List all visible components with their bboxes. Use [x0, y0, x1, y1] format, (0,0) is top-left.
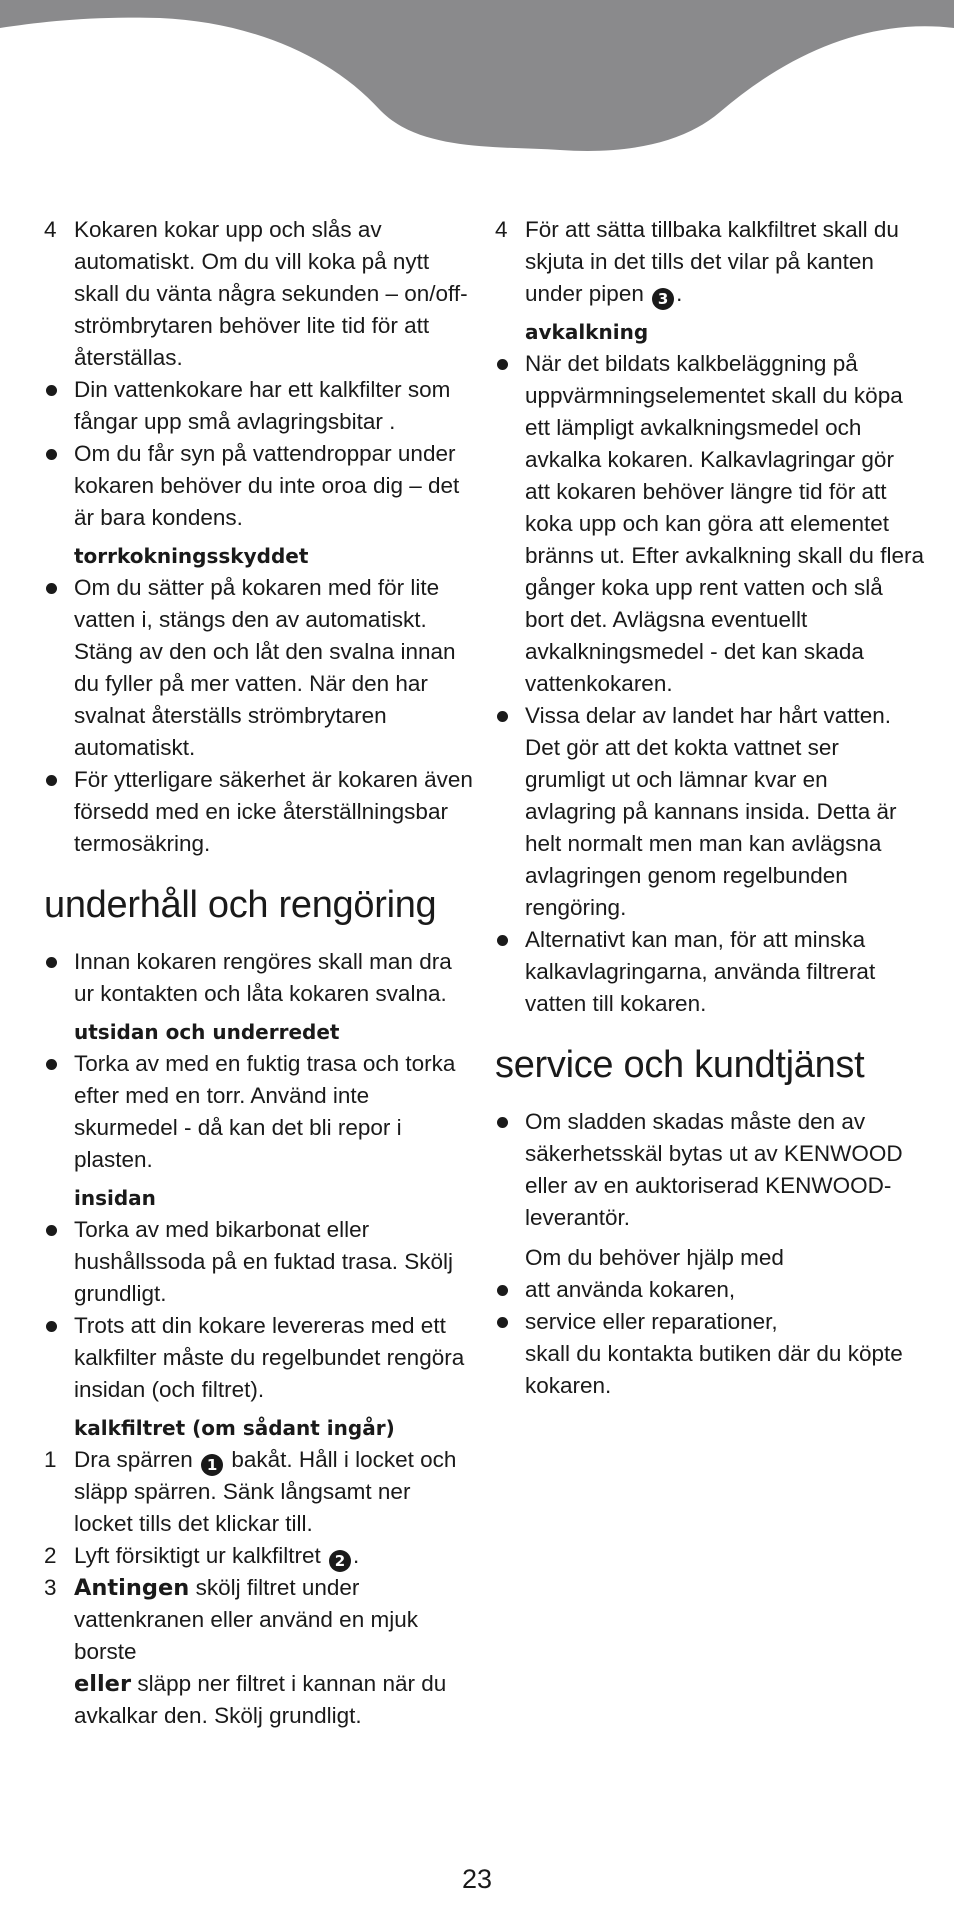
list-item-step-4-refit: 4 För att sätta tillbaka kalkfiltret skall du skjuta in det tills det vilar på kanten under pipen 3 . [495, 214, 925, 310]
header-wave-decoration [0, 0, 954, 160]
page-number: 23 [461, 1864, 493, 1894]
step-number: 4 [495, 217, 508, 242]
bullet-icon [497, 711, 508, 722]
bullet-icon [46, 957, 57, 968]
bullet-item-help-1: att använda kokaren, [495, 1274, 925, 1306]
help-intro: Om du behöver hjälp med [525, 1245, 784, 1270]
bullet-item-descaling-2: Vissa delar av landet har hårt vatten. Det gör att det kokta vattnet ser grumligt ut och lämnar kvar en avlagring på kannans insida. Detta är helt normalt men man kan avlägsna avlagringen genom regelbunden rengöring. [495, 700, 925, 924]
bullet-icon [46, 449, 57, 460]
bullet-item-unplug: Innan kokaren rengöres skall man dra ur kontakten och låta kokaren svalna. [44, 946, 474, 1010]
subheading-limescale-filter: kalkfiltret (om sådant ingår) [74, 1416, 395, 1440]
section-title-service: service och kundtjänst [495, 1044, 865, 1086]
step-number: 3 [44, 1575, 57, 1600]
emphasis-or: eller [74, 1671, 132, 1697]
bullet-item-inside-2: Trots att din kokare levereras med ett kalkfilter måste du regelbundet rengöra insidan (och filtret). [44, 1310, 474, 1406]
bullet-item-filter: Din vattenkokare har ett kalkfilter som fångar upp små avlagringsbitar . [44, 374, 474, 438]
bullet-item-condensation: Om du får syn på vattendroppar under kokaren behöver du inte oroa dig – det är bara kondens. [44, 438, 474, 534]
right-column [495, 214, 925, 1402]
subheading-dry-boil: torrkokningsskyddet [74, 544, 309, 568]
emphasis-either: Antingen [74, 1575, 190, 1601]
callout-number-icon: 3 [652, 288, 674, 310]
bullet-icon [497, 1117, 508, 1128]
bullet-item-outside: Torka av med en fuktig trasa och torka efter med en torr. Använd inte skurmedel - då kan det bli repor i plasten. [44, 1048, 474, 1176]
help-closing: skall du kontakta butiken där du köpte kokaren. [525, 1341, 903, 1398]
bullet-icon [497, 1285, 508, 1296]
subheading-inside: insidan [74, 1186, 156, 1210]
bullet-icon [46, 583, 57, 594]
callout-number-icon: 1 [201, 1454, 223, 1476]
bullet-icon [46, 385, 57, 396]
list-item-step-2: 2 Lyft försiktigt ur kalkfiltret 2 . [44, 1540, 474, 1572]
bullet-item-cord: Om sladden skadas måste den av säkerhetsskäl bytas ut av KENWOOD eller av en auktoriserad KENWOOD-leverantör. [495, 1106, 925, 1234]
bullet-item-help-2: service eller reparationer, [495, 1306, 925, 1338]
bullet-icon [497, 1317, 508, 1328]
bullet-item-descaling-1: När det bildats kalkbeläggning på uppvärmningselementet skall du köpa ett lämpligt avkalkningsmedel och avkalka kokaren. Kalkavlagringar gör att kokaren behöver längre tid för att koka upp och kan göra att elementet bränns ut. Efter avkalkning skall du flera gånger koka upp rent vatten och slå bort det. Avlägsna eventuellt avkalkningsmedel - det kan skada vattenkokaren. [495, 348, 925, 700]
bullet-icon [497, 359, 508, 370]
subheading-descaling: avkalkning [525, 320, 649, 344]
step-number: 2 [44, 1543, 57, 1568]
bullet-icon [46, 1225, 57, 1236]
list-item-step-3: 3 Antingen skölj filtret under vattenkranen eller använd en mjuk borste eller släpp ner filtret i kannan när du avkalkar den. Skölj grundligt. [44, 1572, 474, 1732]
callout-number-icon: 2 [329, 1550, 351, 1572]
step-text: Kokaren kokar upp och slås av automatiskt. Om du vill koka på nytt skall du vänta några sekunden – on/off-strömbrytaren behöver lite tid för att återställas. [74, 217, 468, 370]
bullet-icon [497, 935, 508, 946]
bullet-item-dry-boil-1: Om du sätter på kokaren med för lite vatten i, stängs den av automatiskt. Stäng av den och låt den svalna innan du fyller på mer vatten. När den har svalnat återställs strömbrytaren automatiskt. [44, 572, 474, 764]
step-number: 4 [44, 217, 57, 242]
list-item-step-4 [44, 214, 474, 374]
list-item-step-1: 1 Dra spärren 1 bakåt. Håll i locket och släpp spärren. Sänk långsamt ner locket tills det klickar till. [44, 1444, 474, 1540]
bullet-item-dry-boil-2: För ytterligare säkerhet är kokaren även försedd med en icke återställningsbar termosäkring. [44, 764, 474, 860]
bullet-item-descaling-3: Alternativt kan man, för att minska kalkavlagringarna, använda filtrerat vatten till kokaren. [495, 924, 925, 1020]
bullet-item-inside-1: Torka av med bikarbonat eller hushållssoda på en fuktad trasa. Skölj grundligt. [44, 1214, 474, 1310]
bullet-icon [46, 1321, 57, 1332]
bullet-icon [46, 775, 57, 786]
step-number: 1 [44, 1447, 57, 1472]
subheading-outside: utsidan och underredet [74, 1020, 340, 1044]
section-title-maintenance: underhåll och rengöring [44, 884, 437, 926]
left-column [44, 214, 474, 1732]
bullet-icon [46, 1059, 57, 1070]
